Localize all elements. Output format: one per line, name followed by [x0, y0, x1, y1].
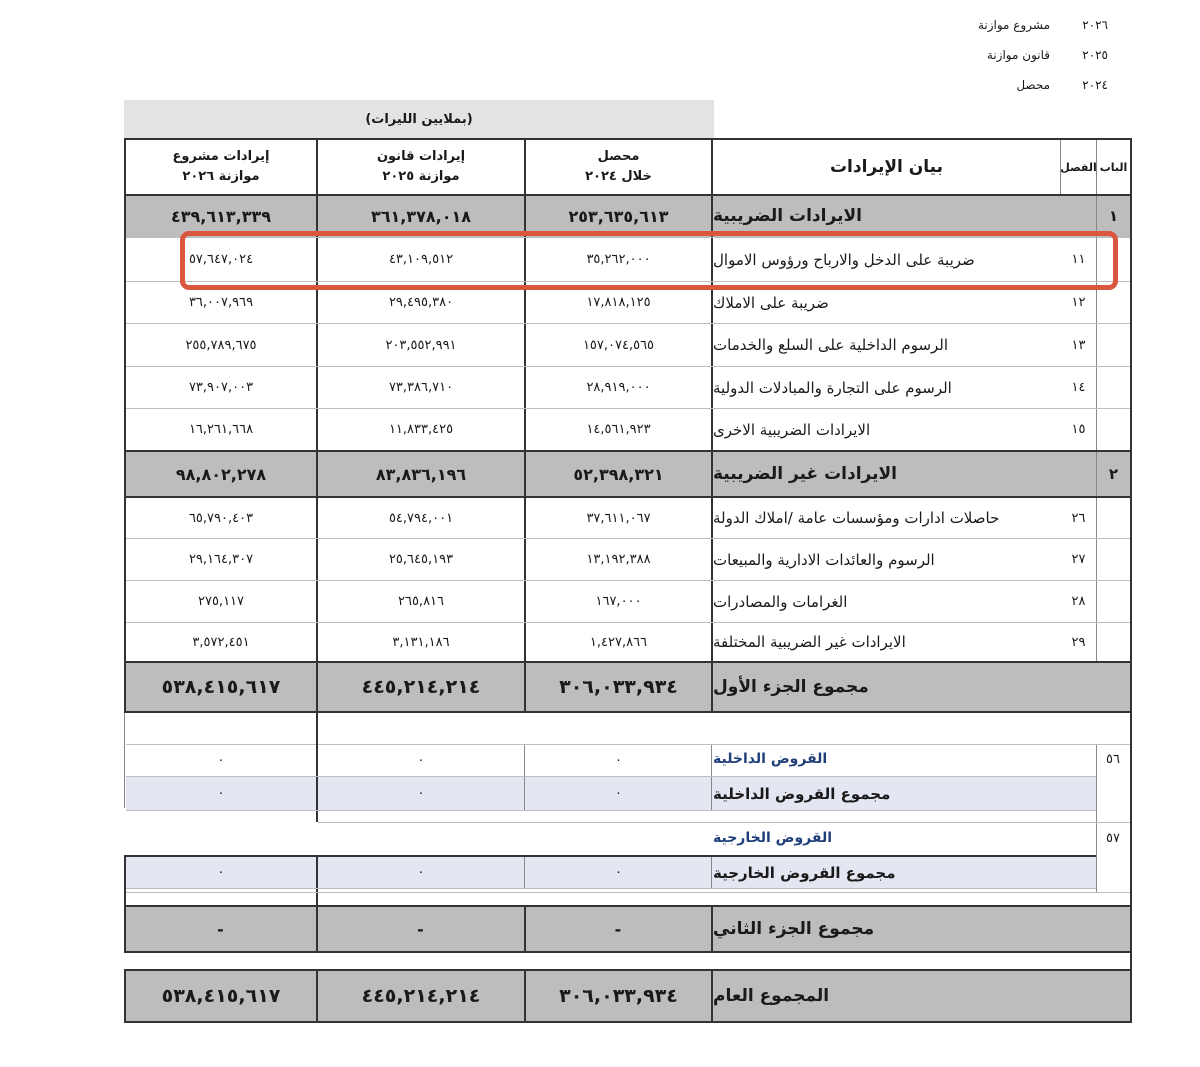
- foreign-total-label: مجموع القروض الخارجية: [713, 863, 896, 882]
- grand-total-proj: ٥٣٨,٤١٥,٦١٧: [161, 985, 281, 1007]
- row-proj: ٢٥٥,٧٨٩,٦٧٥: [185, 337, 257, 353]
- row-label: حاصلات ادارات ومؤسسات عامة /املاك الدولة: [713, 509, 1000, 527]
- domestic-loans-code: ٥٦: [1106, 751, 1120, 767]
- row-code: ٢٨: [1071, 594, 1086, 609]
- row-proj: ١٦,٢٦١,٦٦٨: [188, 422, 254, 437]
- row-law: ٧٣,٣٨٦,٧١٠: [388, 380, 454, 395]
- row-proj: ٢٧٥,١١٧: [197, 594, 245, 609]
- domestic-collected-zero: ٠: [615, 753, 622, 768]
- domestic-total-law: ٠: [417, 786, 425, 801]
- header-law-line2: موازنة ٢٠٢٥: [382, 169, 460, 184]
- section-tax-proj: ٤٣٩,٦١٣,٣٣٩: [170, 206, 272, 226]
- legend-year: ٢٠٢٦: [1082, 18, 1108, 32]
- header-collected: [526, 140, 711, 194]
- header-proj-line1: إيرادات مشروع: [172, 149, 270, 164]
- grand-total-collected: ٣٠٦,٠٣٣,٩٣٤: [559, 985, 678, 1007]
- row-law: ٢٥,٦٤٥,١٩٣: [388, 552, 454, 567]
- row-code: ٢٩: [1071, 634, 1086, 650]
- grand-total-law: ٤٤٥,٢١٤,٢١٤: [361, 985, 481, 1007]
- row-law: ٣,١٣١,١٨٦: [392, 634, 450, 650]
- header-collected-line1: محصل: [597, 149, 640, 164]
- row-law: ٢٠٣,٥٥٢,٩٩١: [385, 337, 457, 353]
- part1-total-proj: ٥٣٨,٤١٥,٦١٧: [161, 676, 281, 698]
- section-tax-law: ٣٦١,٣٧٨,٠١٨: [370, 206, 472, 226]
- header-proj-line2: موازنة ٢٠٢٦: [182, 169, 260, 184]
- grid-line: [124, 951, 1132, 953]
- row-law: ٢٩,٤٩٥,٣٨٠: [388, 295, 454, 310]
- grid-line: [524, 744, 525, 810]
- domestic-total-proj: ٠: [217, 786, 225, 801]
- grid-line: [1096, 744, 1097, 892]
- part2-total-proj: -: [217, 919, 225, 939]
- grand-total-label: المجموع العام: [713, 986, 830, 1006]
- section-nontax-proj: ٩٨,٨٠٢,٢٧٨: [175, 464, 267, 484]
- header-fasl: الفصل: [1060, 160, 1097, 174]
- row-label: الرسوم على التجارة والمبادلات الدولية: [713, 378, 952, 397]
- grid-line: [1130, 970, 1132, 1022]
- legend-year: ٢٠٢٥: [1082, 48, 1108, 62]
- row-code: ١١: [1071, 252, 1086, 267]
- foreign-loans-code: ٥٧: [1106, 830, 1120, 846]
- row-label: الرسوم الداخلية على السلع والخدمات: [713, 336, 949, 354]
- highlight-frame: [180, 231, 1118, 290]
- row-label: ضريبة على الاملاك: [713, 293, 829, 312]
- part2-total-law: -: [417, 919, 425, 939]
- header-bab: الباب: [1099, 160, 1128, 174]
- legend-row-2026: [888, 18, 1108, 34]
- grid-line: [126, 892, 1130, 893]
- foreign-loans-title: القروض الخارجية: [713, 830, 833, 846]
- row-code: ٢٧: [1071, 552, 1086, 567]
- header-law-line1: إيرادات قانون: [376, 149, 466, 164]
- row-collected: ٣٧,٦١١,٠٦٧: [586, 510, 651, 526]
- legend-label: مشروع موازنة: [977, 18, 1050, 32]
- grid-line: [124, 1021, 1132, 1023]
- foreign-total-proj: ٠: [217, 865, 225, 880]
- row-proj: ٧٣,٩٠٧,٠٠٣: [188, 380, 254, 395]
- legend-row-2024: [888, 78, 1108, 94]
- legend-label: محصل: [1016, 78, 1050, 92]
- section-tax-collected: ٢٥٣,٦٣٥,٦١٣: [568, 206, 669, 226]
- domestic-proj-zero: ٠: [217, 753, 225, 768]
- domestic-loans-title: القروض الداخلية: [713, 751, 828, 767]
- row-proj: ٣٦,٠٠٧,٩٦٩: [188, 295, 254, 310]
- row-collected: ١٧,٨١٨,١٢٥: [586, 295, 651, 310]
- section-tax-code: ١: [1108, 207, 1119, 225]
- row-law: ٤٣,١٠٩,٥١٢: [388, 252, 454, 267]
- row-collected: ١٣,١٩٢,٣٨٨: [586, 552, 651, 567]
- part1-total-collected: ٣٠٦,٠٣٣,٩٣٤: [559, 676, 678, 698]
- part2-total-label: مجموع الجزء الثاني: [713, 919, 875, 939]
- header-law: [318, 140, 524, 194]
- row-code: ١٤: [1071, 380, 1086, 395]
- row-label: الغرامات والمصادرات: [713, 592, 848, 611]
- row-code: ٢٦: [1071, 510, 1086, 526]
- row-collected: ١٤,٥٦١,٩٢٣: [586, 422, 651, 437]
- part2-total-collected: -: [614, 919, 623, 939]
- row-law: ١١,٨٣٣,٤٢٥: [388, 422, 454, 437]
- grid-line: [126, 810, 1096, 811]
- grid-line: [711, 856, 712, 888]
- foreign-total-law: ٠: [417, 865, 425, 880]
- row-law: ٥٤,٧٩٤,٠٠١: [388, 510, 454, 526]
- row-proj: ٦٥,٧٩٠,٤٠٣: [188, 510, 254, 526]
- row-label: الرسوم والعائدات الادارية والمبيعات: [713, 550, 935, 569]
- part1-total-label: مجموع الجزء الأول: [713, 677, 869, 697]
- row-collected: ٣٥,٢٦٢,٠٠٠: [586, 252, 651, 267]
- grid-line: [1130, 138, 1132, 712]
- row-label: ضريبة على الدخل والارباح ورؤوس الاموال: [713, 250, 975, 269]
- section-nontax-law: ٨٣,٨٣٦,١٩٦: [375, 464, 467, 484]
- row-collected: ١٥٧,٠٧٤,٥٦٥: [582, 337, 655, 353]
- header-proj: [126, 140, 316, 194]
- row-collected: ٢٨,٩١٩,٠٠٠: [586, 380, 651, 395]
- row-proj: ٣,٥٧٢,٤٥١: [192, 634, 250, 650]
- unit-label: (بملايين الليرات): [365, 111, 473, 127]
- grid-line: [124, 712, 125, 808]
- domestic-law-zero: ٠: [417, 753, 425, 768]
- row-proj: ٥٧,٦٤٧,٠٢٤: [188, 252, 254, 267]
- grid-line: [1130, 712, 1132, 970]
- header-desc: بيان الإيرادات: [829, 157, 944, 177]
- grid-line: [126, 888, 1096, 889]
- foreign-total-collected: ٠: [615, 865, 622, 880]
- domestic-total-collected: ٠: [615, 786, 622, 801]
- grid-line: [711, 744, 712, 810]
- row-law: ٢٦٥,٨١٦: [397, 594, 445, 609]
- row-proj: ٢٩,١٦٤,٣٠٧: [188, 552, 254, 567]
- domestic-total-label: مجموع القروض الداخلية: [713, 784, 891, 803]
- row-collected: ١٦٧,٠٠٠: [595, 594, 642, 609]
- legend-label: قانون موازنة: [986, 48, 1050, 62]
- row-label: الايرادات الضريبية الاخرى: [713, 420, 871, 439]
- section-tax-label: الايرادات الضريبية: [713, 206, 862, 226]
- grid-line: [124, 711, 1132, 713]
- row-code: ١٥: [1071, 422, 1086, 437]
- section-nontax-code: ٢: [1108, 465, 1119, 483]
- grid-line: [524, 856, 525, 888]
- row-code: ١٣: [1071, 337, 1086, 353]
- row-collected: ١,٤٢٧,٨٦٦: [589, 634, 648, 650]
- row-code: ١٢: [1071, 295, 1086, 310]
- legend-row-2025: [888, 48, 1108, 64]
- part1-total-law: ٤٤٥,٢١٤,٢١٤: [361, 676, 481, 698]
- legend-year: ٢٠٢٤: [1082, 78, 1108, 92]
- section-nontax-collected: ٥٢,٣٩٨,٣٢١: [573, 464, 664, 484]
- section-nontax-label: الايرادات غير الضريبية: [713, 464, 897, 484]
- row-label: الايرادات غير الضريبية المختلفة: [713, 633, 906, 651]
- header-collected-line2: خلال ٢٠٢٤: [585, 169, 652, 184]
